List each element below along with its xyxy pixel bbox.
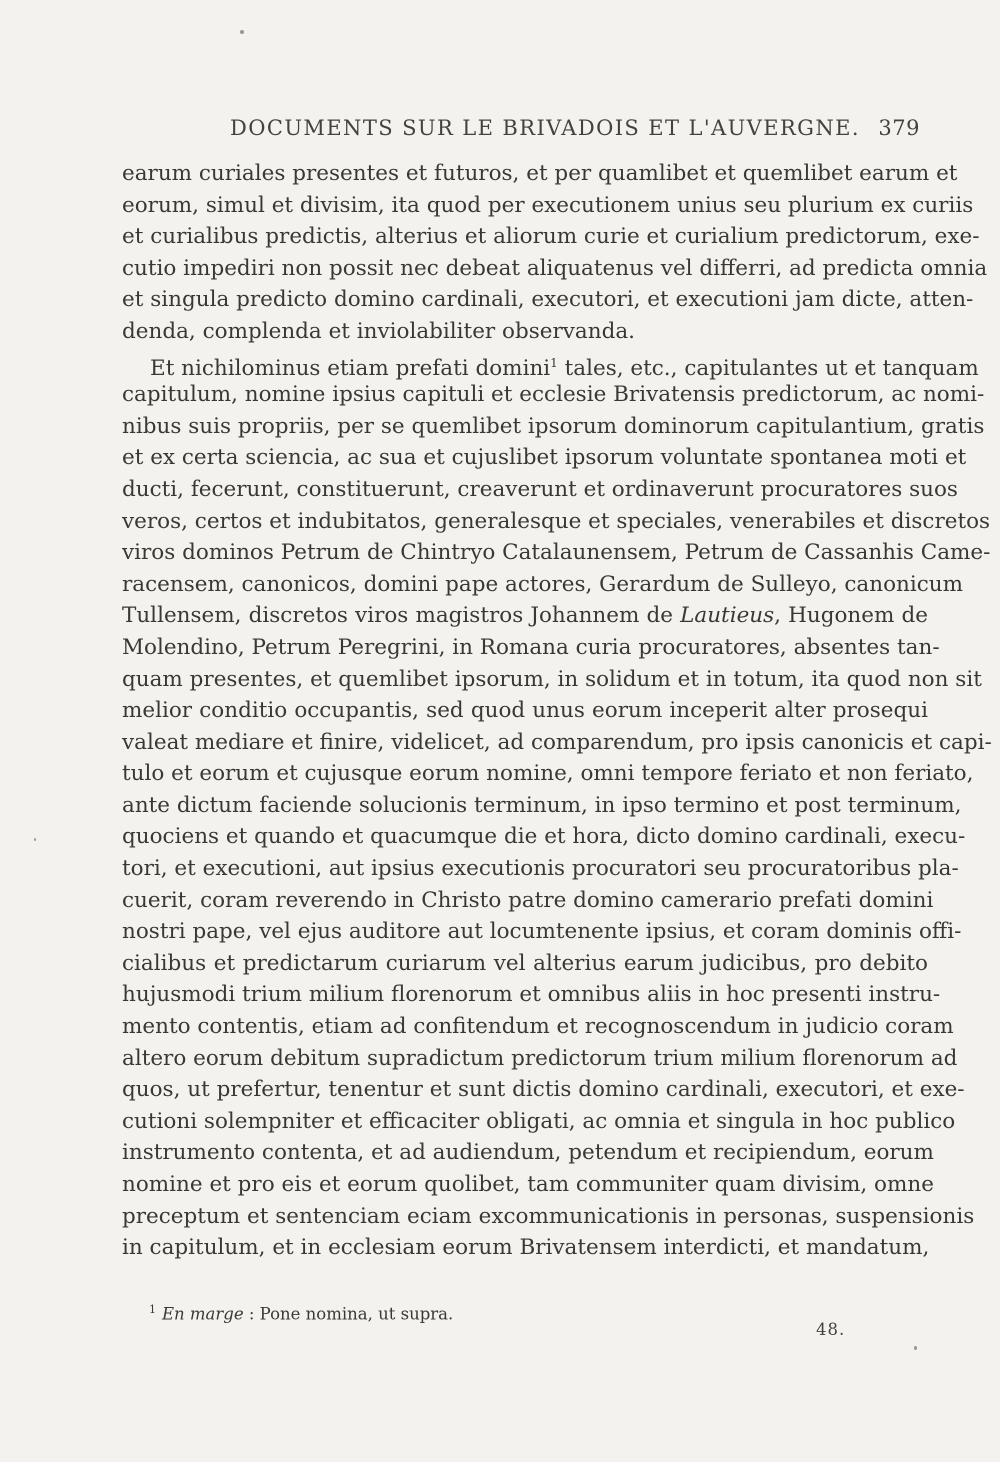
paper-speck (34, 838, 36, 841)
header-title: DOCUMENTS SUR LE BRIVADOIS ET L'AUVERGNE. (230, 116, 860, 140)
text-line: hujusmodi trium milium florenorum et omnibus aliis in hoc presenti instru- (122, 982, 941, 1008)
line-text: Tullensem, discretos viros magistros Johannem de (122, 603, 673, 629)
text-line: quociens et quando et quacumque die et hora, dicto domino cardinali, execu- (122, 824, 966, 850)
text-line: cuerit, coram reverendo in Christo patre domino camerario prefati domini (122, 887, 934, 913)
text-line: instrumento contenta, et ad audiendum, petendum et recipiendum, eorum (122, 1140, 934, 1166)
text-line: racensem, canonicos, domini pape actores, Gerardum de Sulleyo, canonicum (122, 571, 964, 597)
text-line: cialibus et predictarum curiarum vel alterius earum judicibus, pro debito (122, 950, 928, 976)
footnote-marker: 1 (149, 1303, 156, 1316)
footnote-reference: 1 (550, 355, 558, 370)
text-line: nibus suis propriis, per se quemlibet ipsorum dominorum capitulantium, gratis (122, 413, 985, 439)
text-line: nostri pape, vel ejus auditore aut locumtenente ipsius, et coram dominis offi- (122, 919, 962, 945)
text-line: valeat mediare et finire, videlicet, ad comparendum, pro ipsis canonicis et capi- (122, 729, 992, 755)
line-text-continued: , Hugonem de (774, 603, 928, 629)
text-line: earum curiales presentes et futuros, et per quamlibet et quemlibet earum et (122, 161, 958, 186)
paper-speck (240, 30, 244, 34)
text-line: tulo et eorum et cujusque eorum nomine, omni tempore feriato et non feriato, (122, 761, 974, 787)
text-line: mento contentis, etiam ad confitendum et recognoscendum in judicio coram (122, 1014, 954, 1040)
text-line-with-italic (122, 600, 928, 632)
text-line: quos, ut prefertur, tenentur et sunt dictis domino cardinali, executori, et exe- (122, 1077, 965, 1103)
italic-name: Lautieus (680, 603, 775, 629)
text-line: et curialibus predictis, alterius et aliorum curie et curialium predictorum, exe- (122, 224, 980, 250)
footnote-text: : Pone nomina, ut supra. (243, 1304, 454, 1324)
text-line: tori, et executioni, aut ipsius executionis procuratori seu procuratoribus pla- (122, 856, 959, 882)
text-line: preceptum et sentenciam eciam excommunicationis in personas, suspensionis (122, 1203, 975, 1229)
text-line: melior conditio occupantis, sed quod unus eorum inceperit alter prosequi (122, 698, 928, 724)
page-number: 379 (878, 116, 920, 140)
line-text: Et nichilominus etiam prefati domini (150, 355, 551, 381)
body-text (122, 158, 992, 1264)
text-line: denda, complenda et inviolabiliter observanda. (122, 318, 635, 344)
paper-speck (914, 1346, 917, 1350)
text-line: altero eorum debitum supradictum predictorum trium milium florenorum ad (122, 1045, 958, 1071)
footnote (149, 1303, 453, 1324)
text-line: in capitulum, et in ecclesiam eorum Brivatensem interdicti, et mandatum, (122, 1235, 930, 1261)
text-line: quam presentes, et quemlibet ipsorum, in solidum et in totum, ita quod non sit (122, 666, 982, 692)
line-text-continued: tales, etc., capitulantes ut et tanquam (557, 355, 979, 381)
text-line: ante dictum faciende solucionis terminum, in ipso termino et post terminum, (122, 792, 962, 818)
footnote-label: En marge (162, 1304, 244, 1324)
text-line: cutioni solempniter et efficaciter obligati, ac omnia et singula in hoc publico (122, 1108, 956, 1134)
text-line: viros dominos Petrum de Chintryo Catalaunensem, Petrum de Cassanhis Came- (122, 540, 991, 566)
text-line-with-footnote (122, 348, 979, 381)
text-line: cutio impediri non possit nec debeat aliquatenus vel differri, ad predicta omnia (122, 255, 988, 281)
text-line: veros, certos et indubitatos, generalesque et speciales, venerabiles et discretos (122, 508, 991, 534)
running-header (230, 116, 920, 150)
text-line: nomine et pro eis et eorum quolibet, tam communiter quam divisim, omne (122, 1172, 934, 1197)
text-line: Molendino, Petrum Peregrini, in Romana curia procuratores, absentes tan- (122, 634, 940, 660)
text-line: ducti, fecerunt, constituerunt, creaverunt et ordinaverunt procuratores suos (122, 476, 958, 502)
text-line: eorum, simul et divisim, ita quod per executionem unius seu plurium ex curiis (122, 192, 974, 218)
text-line: capitulum, nomine ipsius capituli et ecclesie Brivatensis predictorum, ac nomi- (122, 382, 985, 408)
signature-mark: 48. (816, 1320, 846, 1339)
text-line: et ex certa sciencia, ac sua et cujuslibet ipsorum voluntate spontanea moti et (122, 445, 967, 471)
text-line: et singula predicto domino cardinali, executori, et executioni jam dicte, atten- (122, 287, 974, 313)
